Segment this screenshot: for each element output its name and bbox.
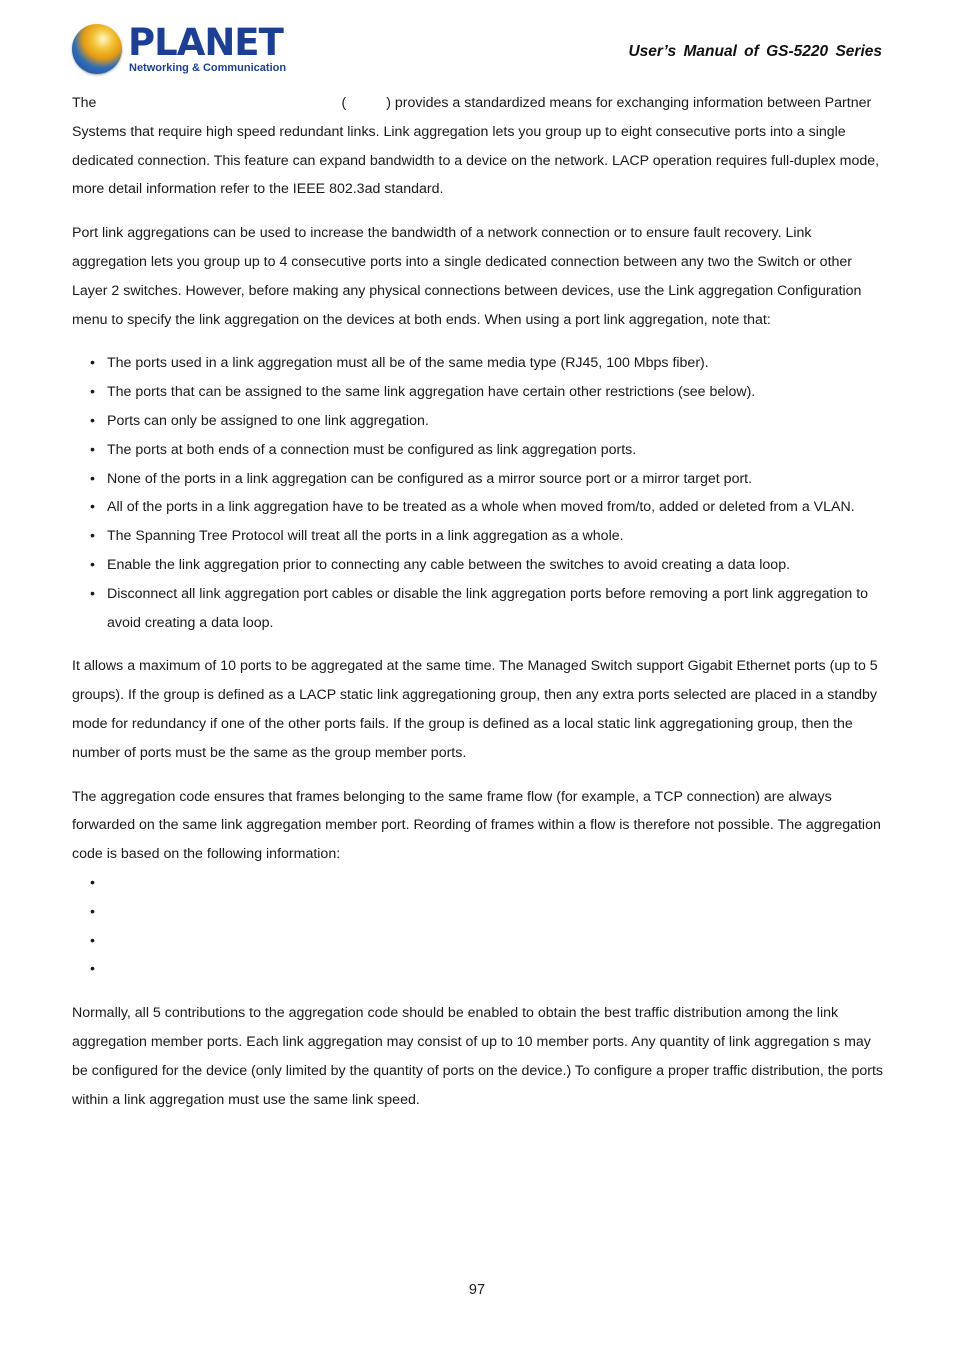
- bullet-icon: •: [90, 412, 95, 429]
- list-item: [72, 927, 888, 956]
- intro-part-3: ) provides a standardized means for exchanging information between Partner Systems that require high speed redundant links. Link aggregation lets you group up to eight consecutive ports into a single dedicated connection. This feature can expand bandwidth to a device on the network. LACP operation requires full-duplex mode, more detail information refer to the IEEE 802.3ad standard.: [72, 95, 880, 198]
- globe-icon: [72, 24, 122, 74]
- list-item: [72, 898, 888, 927]
- list-item: • All of the ports in a link aggregation have to be treated as a whole when moved from/to, added or deleted from a VLAN.: [72, 493, 888, 522]
- list-item: • Ports can only be assigned to one link aggregation.: [72, 407, 888, 436]
- bullet-icon: •: [90, 874, 95, 891]
- intro-part-2: (: [341, 95, 347, 111]
- paragraph-max-ports: It allows a maximum of 10 ports to be aggregated at the same time. The Managed Switch support Gigabit Ethernet ports (up to 5 groups). If the group is defined as a LACP static link aggregationing group, then any extra ports selected are placed in a standby mode for redundancy if one of the other ports fails. If the group is defined as a local static link aggregationing group, then the number of ports must be the same as the group member ports.: [72, 658, 878, 761]
- list-item: • None of the ports in a link aggregation can be configured as a mirror source port or a mirror target port.: [72, 465, 888, 494]
- restrictions-list: [72, 349, 888, 637]
- list-item: • The ports at both ends of a connection must be configured as link aggregation ports.: [72, 436, 888, 465]
- bullet-icon: •: [90, 528, 95, 545]
- bullet-icon: •: [90, 585, 95, 602]
- list-item: [72, 955, 888, 984]
- bullet-icon: •: [90, 499, 95, 516]
- paragraph-link-aggregation-overview: Port link aggregations can be used to increase the bandwidth of a network connection or to ensure fault recovery. Link aggregation lets you group up to 4 consecutive ports into a single dedicated connection between any two the Switch or other Layer 2 switches. However, before making any physical connections between devices, use the Link aggregation Configuration menu to specify the link aggregation on the devices at both ends. When using a port link aggregation, note that:: [72, 225, 862, 328]
- bullet-icon: •: [90, 470, 95, 487]
- aggregation-code-list: [72, 869, 888, 984]
- list-item: • The ports used in a link aggregation must all be of the same media type (RJ45, 100 Mbps fiber).: [72, 349, 888, 378]
- bullet-icon: •: [90, 384, 95, 401]
- list-item: • The ports that can be assigned to the same link aggregation have certain other restrictions (see below).: [72, 378, 888, 407]
- paragraph-aggregation-code: The aggregation code ensures that frames belonging to the same frame flow (for example, a TCP connection) are always forwarded on the same link aggregation member port. Reording of frames within a flow is therefore not possible. The aggregation code is based on the following information:: [72, 788, 881, 863]
- bullet-icon: •: [90, 441, 95, 458]
- paragraph-traffic-distribution: Normally, all 5 contributions to the aggregation code should be enabled to obtain the best traffic distribution among the link aggregation member ports. Each link aggregation may consist of up to 10 member ports. Any quantity of link aggregation s may be configured for the device (only limited by the quantity of ports on the device.) To configure a proper traffic distribution, the ports within a link aggregation must use the same link speed.: [72, 1005, 883, 1108]
- list-item: • Disconnect all link aggregation port cables or disable the link aggregation ports before removing a port link aggregation to avoid creating a data loop.: [72, 580, 888, 638]
- page-number: 97: [468, 1282, 486, 1298]
- intro-part-1: The: [72, 95, 97, 111]
- list-item: • Enable the link aggregation prior to connecting any cable between the switches to avoid creating a data loop.: [72, 551, 888, 580]
- bullet-icon: •: [90, 355, 95, 372]
- bullet-icon: •: [90, 903, 95, 920]
- logo-tagline: Networking & Communication: [129, 62, 287, 74]
- logo-brand: PLANET: [128, 21, 283, 64]
- planet-logo: [72, 21, 287, 78]
- list-item: • The Spanning Tree Protocol will treat all the ports in a link aggregation as a whole.: [72, 522, 888, 551]
- bullet-icon: •: [90, 961, 95, 978]
- bullet-icon: •: [90, 556, 95, 573]
- intro-paragraph: [72, 89, 888, 204]
- list-item: [72, 869, 888, 898]
- manual-title: User’s Manual of GS-5220 Series: [628, 43, 882, 60]
- bullet-icon: •: [90, 932, 95, 949]
- page-content: [72, 89, 888, 1129]
